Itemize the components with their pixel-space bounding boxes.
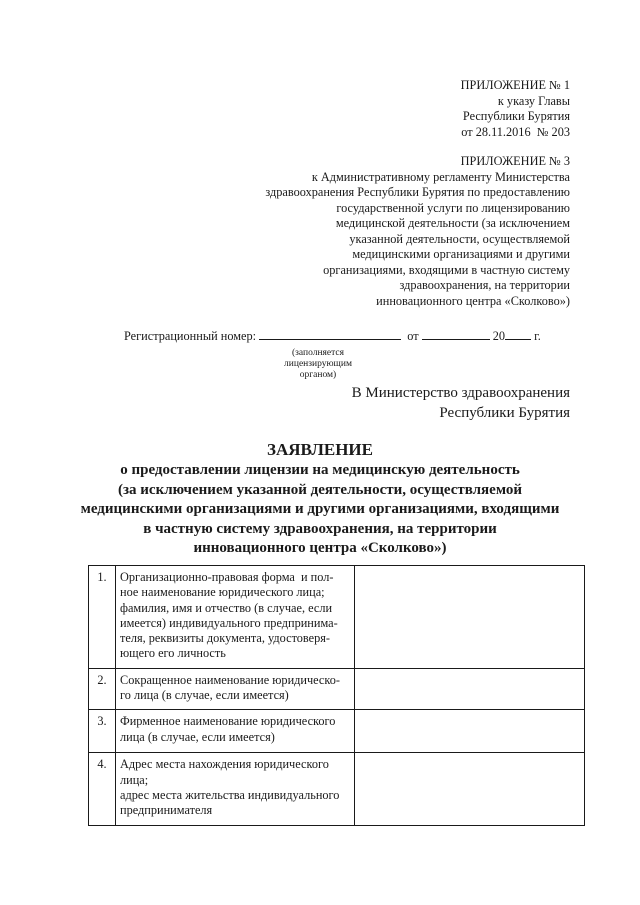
appendix-3-line: здравоохранения, на территории <box>399 278 570 292</box>
appendix-1-line: от 28.11.2016 № 203 <box>461 124 570 139</box>
row-label-line: лица (в случае, если имеется) <box>120 729 275 744</box>
registration-line <box>124 329 541 344</box>
appendix-1-line: Республики Бурятия <box>462 109 570 123</box>
title-line: медицинскими организациями и другими организациями, входящими <box>80 501 560 517</box>
table-row <box>89 710 585 753</box>
registration-note-line: (заполняется лицензирующим <box>284 348 352 369</box>
registration-note <box>262 348 374 381</box>
title-line: в частную систему здравоохранения, на территории <box>143 520 497 537</box>
row-number: 4. <box>89 753 116 825</box>
appendix-3-line: медицинскими организациями и другими <box>352 247 570 261</box>
title-line: (за исключением указанной деятельности, осуществляемой <box>118 481 522 498</box>
table-row <box>89 566 585 669</box>
row-label <box>116 566 355 669</box>
appendix-3-line: ПРИЛОЖЕНИЕ № 3 <box>460 154 570 168</box>
appendix-3-line: к Административному регламенту Министерства <box>311 169 570 184</box>
appendix-3-line: государственной услуги по лицензированию <box>336 200 570 215</box>
registration-year-suffix: г. <box>534 329 541 343</box>
registration-date-field[interactable] <box>422 329 490 340</box>
addressee-line: Республики Бурятия <box>439 405 570 421</box>
row-label <box>116 668 355 710</box>
row-label-line: Организационно-правовая форма и пол- <box>120 570 334 584</box>
row-label <box>116 710 355 753</box>
row-value-field[interactable] <box>355 668 585 710</box>
registration-year-field[interactable] <box>505 329 531 340</box>
registration-number-field[interactable] <box>259 329 401 340</box>
row-label-line: имеется) индивидуального предпринима- <box>120 615 338 630</box>
addressee-line: В Министерство здравоохранения <box>351 385 570 401</box>
row-label-line: го лица (в случае, если имеется) <box>120 688 289 703</box>
row-number: 3. <box>89 710 116 753</box>
row-label-line: фамилия, имя и отчество (в случае, если <box>120 600 333 615</box>
row-value-field[interactable] <box>355 753 585 825</box>
title-line: инновационного центра «Сколково») <box>193 540 447 556</box>
appendix-1-header <box>461 78 570 140</box>
appendix-3-header <box>265 154 570 309</box>
title-line: о предоставлении лицензии на медицинскую деятельность <box>120 462 520 478</box>
appendix-3-line: медицинской деятельности (за исключением <box>335 216 570 230</box>
row-label-line: лица; <box>120 772 149 787</box>
appendix-3-line: инновационного центра «Сколково») <box>376 293 570 308</box>
appendix-1-line: ПРИЛОЖЕНИЕ № 1 <box>460 78 570 92</box>
row-label-line: теля, реквизиты документа, удостоверя- <box>120 631 331 646</box>
registration-year-prefix: 20 <box>492 329 506 343</box>
addressee <box>352 383 570 423</box>
row-label-line: ющего его личность <box>120 646 226 661</box>
row-label-line: Фирменное наименование юридического <box>120 714 336 729</box>
row-label-line: адрес места жительства индивидуального <box>120 787 340 802</box>
appendix-3-line: указанной деятельности, осуществляемой <box>349 231 570 246</box>
table-row <box>89 753 585 825</box>
title-heading: ЗАЯВЛЕНИЕ <box>266 440 373 459</box>
table-row <box>89 668 585 710</box>
row-value-field[interactable] <box>355 566 585 669</box>
row-label-line: Сокращенное наименование юридическо- <box>120 672 340 687</box>
row-value-field[interactable] <box>355 710 585 753</box>
registration-label: Регистрационный номер: <box>124 329 257 343</box>
row-number: 1. <box>89 566 116 669</box>
row-label-line: предпринимателя <box>120 803 213 818</box>
row-label-line: ное наименование юридического лица; <box>120 585 325 600</box>
appendix-3-line: организациями, входящими в частную систему <box>323 262 570 277</box>
appendix-3-line: здравоохранения Республики Бурятия по предоставлению <box>265 185 570 199</box>
row-number: 2. <box>89 668 116 710</box>
registration-note-line: органом) <box>299 370 337 380</box>
application-form-table <box>88 565 585 826</box>
registration-from-label: от <box>407 329 419 343</box>
document-title <box>80 438 560 559</box>
row-label-line: Адрес места нахождения юридического <box>120 757 329 772</box>
row-label <box>116 753 355 825</box>
appendix-1-line: к указу Главы <box>497 93 570 108</box>
